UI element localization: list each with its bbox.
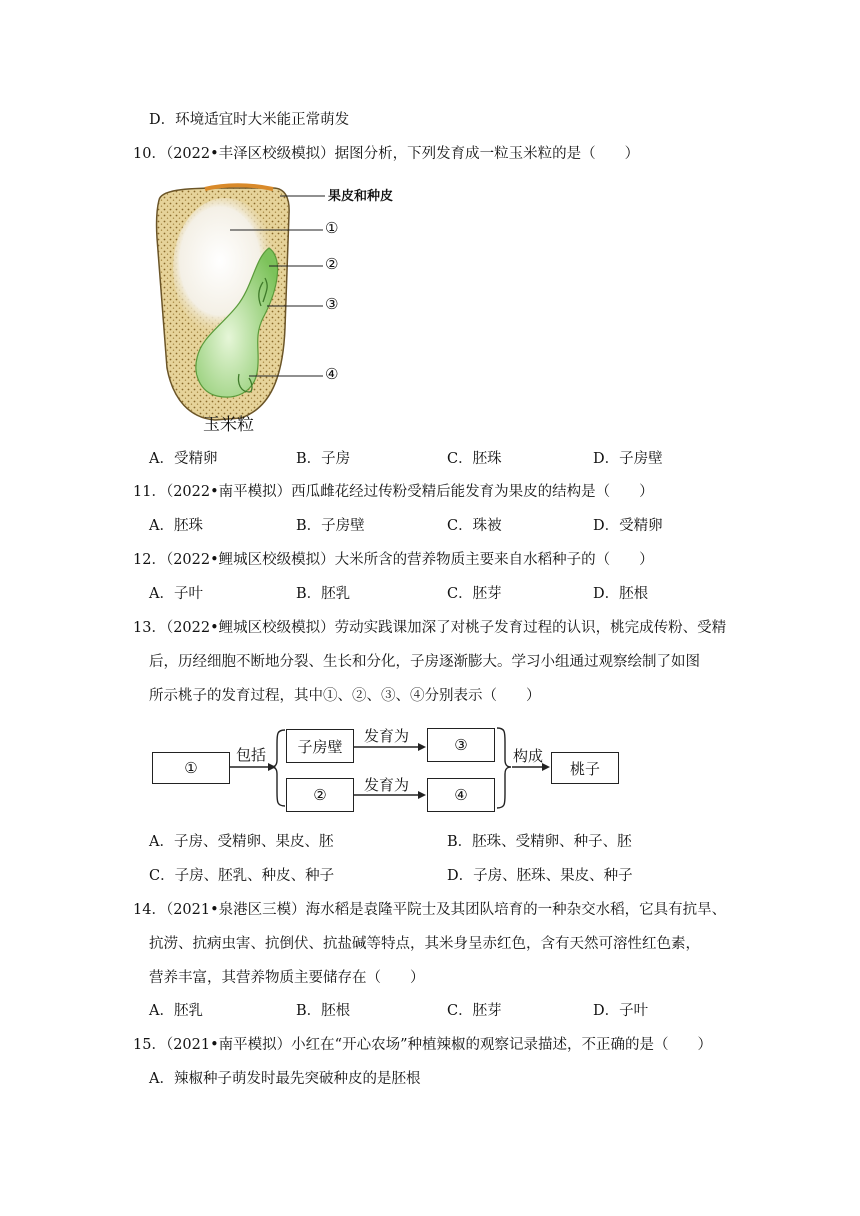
label-peel-and-seed-coat: 果皮和种皮 <box>328 189 394 204</box>
q10-stem: 10．（2022•丰泽区校级模拟）据图分析，下列发育成一粒玉米粒的是（ ） <box>133 146 640 162</box>
q13-stem-line-3: 所示桃子的发育过程，其中①、②、③、④分别表示（ ） <box>149 688 541 704</box>
peach-development-diagram <box>150 722 630 814</box>
q12-stem: 12．（2022•鲤城区校级模拟）大米所含的营养物质主要来自水稻种子的（ ） <box>133 552 654 568</box>
q14-stem-line-1: 14．（2021•泉港区三模）海水稻是袁隆平院士及其团队培育的一种杂交水稻，它具有抗旱、 <box>133 902 727 918</box>
q14-option-a[interactable]: A．胚乳 <box>149 1003 203 1019</box>
include-label: 包括 <box>236 746 267 764</box>
label-1: ① <box>325 219 339 237</box>
q10-option-a[interactable]: A．受精卵 <box>149 451 218 467</box>
box-3: ③ <box>427 728 495 762</box>
q14-stem-line-3: 营养丰富，其营养物质主要储存在（ ） <box>149 970 425 986</box>
compose-label: 构成 <box>513 747 544 765</box>
develop-label-top: 发育为 <box>364 727 410 745</box>
q13-option-b[interactable]: B．胚珠、受精卵、种子、胚 <box>447 834 632 850</box>
q15-option-a[interactable]: A．辣椒种子萌发时最先突破种皮的是胚根 <box>149 1071 421 1087</box>
q11-option-b[interactable]: B．子房壁 <box>296 518 365 534</box>
q10-option-c[interactable]: C．胚珠 <box>447 451 502 467</box>
q14-option-b[interactable]: B．胚根 <box>296 1003 351 1019</box>
q13-stem-line-1: 13．（2022•鲤城区校级模拟）劳动实践课加深了对桃子发育过程的认识，桃完成传粉、受精 <box>133 620 727 636</box>
q11-option-d[interactable]: D．受精卵 <box>593 518 663 534</box>
q9-option-d: D．环境适宜时大米能正常萌发 <box>149 112 350 128</box>
q11-option-a[interactable]: A．胚珠 <box>149 518 203 534</box>
q12-option-a[interactable]: A．子叶 <box>149 586 203 602</box>
q12-option-b[interactable]: B．胚乳 <box>296 586 351 602</box>
develop-label-bottom: 发育为 <box>364 776 410 794</box>
q10-option-b[interactable]: B．子房 <box>296 451 351 467</box>
q13-option-c[interactable]: C．子房、胚乳、种皮、种子 <box>149 868 335 884</box>
q10-option-d[interactable]: D．子房壁 <box>593 451 663 467</box>
box-ovary-wall: 子房壁 <box>286 729 354 763</box>
box-4: ④ <box>427 778 495 812</box>
label-3: ③ <box>325 295 339 313</box>
label-4: ④ <box>325 365 339 383</box>
q14-option-c[interactable]: C．胚芽 <box>447 1003 502 1019</box>
label-2: ② <box>325 255 339 273</box>
box-2: ② <box>286 778 354 812</box>
q12-option-d[interactable]: D．胚根 <box>593 586 649 602</box>
q14-option-d[interactable]: D．子叶 <box>593 1003 649 1019</box>
corn-kernel-figure <box>145 178 415 434</box>
box-peach: 桃子 <box>551 752 619 784</box>
q11-option-c[interactable]: C．珠被 <box>447 518 502 534</box>
q11-stem: 11．（2022•南平模拟）西瓜雌花经过传粉受精后能发育为果皮的结构是（ ） <box>133 484 654 500</box>
figure-caption: 玉米粒 <box>203 415 254 435</box>
q14-stem-line-2: 抗涝、抗病虫害、抗倒伏、抗盐碱等特点，其米身呈赤红色，含有天然可溶性红色素， <box>149 936 700 952</box>
q13-option-a[interactable]: A．子房、受精卵、果皮、胚 <box>149 834 334 850</box>
q13-stem-line-2: 后，历经细胞不断地分裂、生长和分化，子房逐渐膨大。学习小组通过观察绘制了如图 <box>149 654 700 670</box>
q12-option-c[interactable]: C．胚芽 <box>447 586 502 602</box>
q13-option-d[interactable]: D．子房、胚珠、果皮、种子 <box>447 868 633 884</box>
q15-stem: 15．（2021•南平模拟）小红在“开心农场”种植辣椒的观察记录描述，不正确的是（ ） <box>133 1037 712 1053</box>
corn-kernel-diagram <box>145 178 415 434</box>
box-1: ① <box>152 752 230 784</box>
